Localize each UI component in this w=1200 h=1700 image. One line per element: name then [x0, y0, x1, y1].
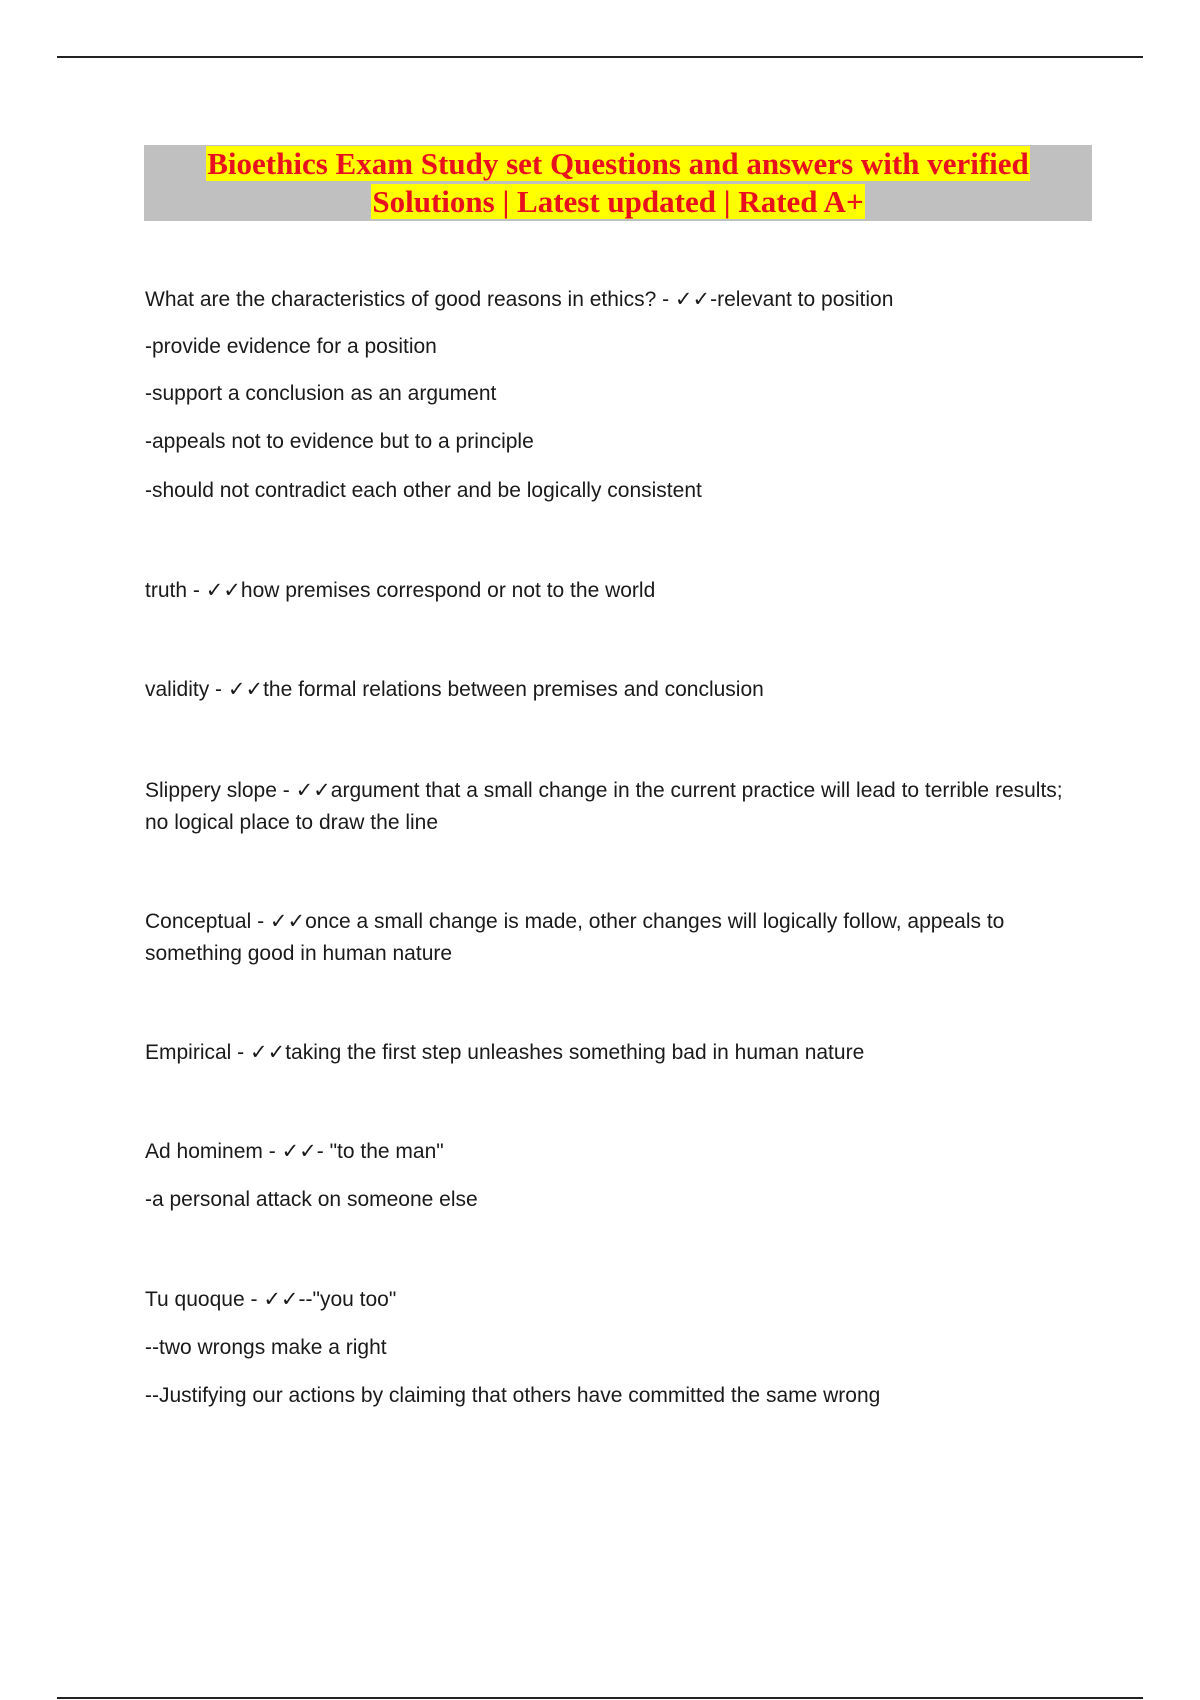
answer: --"you too"	[298, 1288, 397, 1311]
entry-truth	[145, 574, 1065, 607]
check-icon: ✓✓	[269, 909, 306, 933]
answer-line: -support a conclusion as an argument	[145, 382, 497, 405]
check-icon: ✓✓	[295, 778, 331, 802]
answer: how premises correspond or not to the world	[240, 579, 656, 602]
check-icon: ✓✓	[250, 1040, 286, 1064]
entry-empirical	[145, 1036, 1065, 1069]
answer: taking the first step unleashes something bad in human nature	[285, 1041, 865, 1064]
answer: - "to the man"	[316, 1140, 444, 1163]
bottom-rule	[57, 1697, 1143, 1699]
answer: -relevant to position	[710, 288, 894, 311]
term: Tu quoque -	[145, 1288, 264, 1311]
term: validity -	[145, 678, 228, 701]
entry-conceptual	[145, 905, 1065, 970]
answer-line: -appeals not to evidence but to a principle	[145, 430, 534, 453]
answer: the formal relations between premises and conclusion	[263, 678, 764, 701]
answer-line: -should not contradict each other and be logically consistent	[145, 479, 702, 502]
entry-slippery-slope	[145, 774, 1065, 839]
answer-line: --two wrongs make a right	[145, 1336, 387, 1359]
term: What are the characteristics of good reasons in ethics? -	[145, 288, 675, 311]
entry-validity	[145, 673, 1065, 706]
term: Slippery slope -	[145, 779, 296, 802]
entry-good-reasons	[145, 283, 1065, 316]
term: truth -	[145, 579, 206, 602]
check-icon: ✓✓	[205, 578, 241, 602]
answer-line: -provide evidence for a position	[145, 335, 437, 358]
answer: once a small change is made, other changes will logically follow, appeals to something good in human nature	[145, 910, 1005, 965]
answer: argument that a small change in the current practice will lead to terrible results; no logical place to draw the line	[145, 779, 1063, 834]
check-icon: ✓✓	[263, 1287, 299, 1311]
title-line-2: Solutions | Latest updated | Rated A+	[372, 184, 864, 219]
term: Conceptual -	[145, 910, 270, 933]
term: Empirical -	[145, 1041, 251, 1064]
answer-line: -a personal attack on someone else	[145, 1188, 478, 1211]
document-title	[144, 145, 1092, 221]
entry-tu-quoque	[145, 1283, 1065, 1316]
check-icon: ✓✓	[281, 1139, 317, 1163]
check-icon: ✓✓	[674, 287, 711, 311]
term: Ad hominem -	[145, 1140, 282, 1163]
answer-line: --Justifying our actions by claiming that others have committed the same wrong	[145, 1384, 881, 1407]
check-icon: ✓✓	[227, 677, 264, 701]
top-rule	[57, 56, 1143, 58]
title-line-1: Bioethics Exam Study set Questions and answers with verified	[207, 146, 1029, 181]
entry-ad-hominem	[145, 1135, 1065, 1168]
